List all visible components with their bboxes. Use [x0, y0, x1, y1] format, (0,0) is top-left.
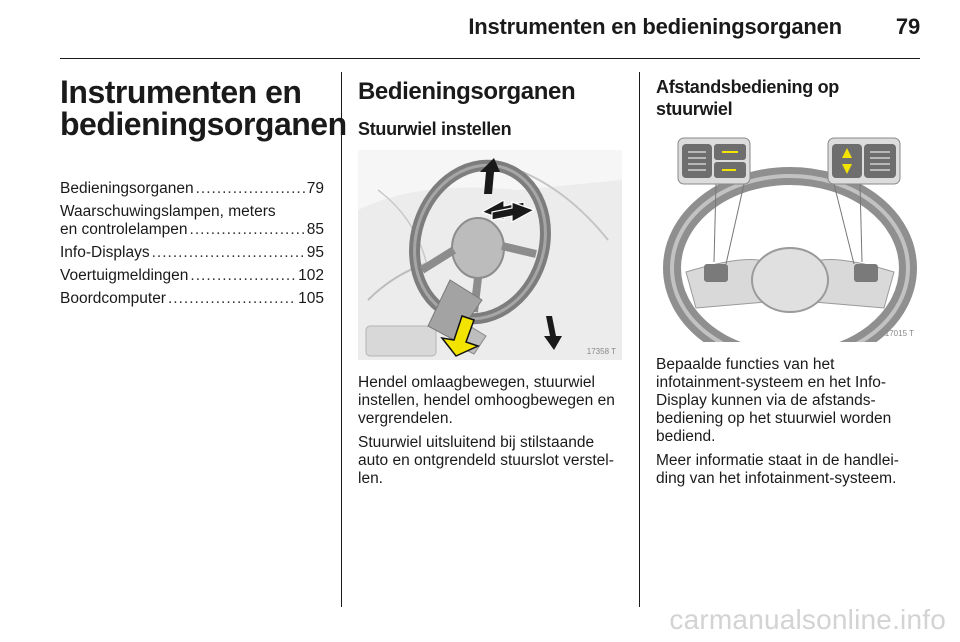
toc-label: en controlelampen	[60, 221, 188, 238]
header-rule	[60, 58, 920, 59]
column-divider-2	[639, 72, 640, 607]
toc-page: 95	[306, 244, 324, 261]
toc-entry-voertuigmeldingen[interactable]	[60, 267, 324, 285]
toc-leader	[190, 267, 296, 285]
paragraph: Meer informatie staat in de handlei-ding van het infotainment-systeem.	[656, 452, 899, 487]
paragraph: Hendel omlaagbewegen, stuurwiel instellen, hendel omhoogbewegen en vergrendelen.	[358, 374, 615, 427]
controls-column	[358, 76, 624, 494]
section-body	[358, 374, 624, 488]
toc-leader	[152, 244, 305, 262]
toc-label: Waarschuwingslampen, meters	[60, 203, 276, 220]
toc-entry-info-displays[interactable]	[60, 244, 324, 262]
steering-wheel-adjust-drawing	[358, 150, 622, 360]
page-number: 79	[895, 14, 920, 39]
steering-adjust-illustration	[358, 150, 622, 360]
toc-leader	[168, 290, 296, 308]
figure-code: 17358 T	[586, 347, 616, 356]
chapter-column	[60, 74, 347, 313]
column-divider-1	[341, 72, 342, 607]
toc-page: 102	[298, 267, 324, 284]
toc-entry-boordcomputer[interactable]	[60, 290, 324, 308]
subsection-title: Stuurwiel instellen	[358, 119, 512, 139]
toc-label: Voertuigmeldingen	[60, 267, 189, 284]
subsection-title-line: Afstandsbediening op	[656, 77, 840, 97]
figure-code: 17015 T	[884, 329, 914, 338]
toc-label: Info-Displays	[60, 244, 150, 261]
toc-label: Bedieningsorganen	[60, 180, 194, 197]
section-title: Bedieningsorganen	[358, 78, 576, 105]
toc-leader	[190, 221, 305, 239]
watermark: carmanualsonline.info	[669, 604, 946, 635]
toc-entry-waarschuwingslampen[interactable]	[60, 203, 324, 239]
paragraph: Bepaalde functies van het infotainment-systeem en het Info-Display kunnen via de afstands-bediening op het stuurwiel worden bediend.	[656, 356, 892, 445]
paragraph: Stuurwiel uitsluitend bij stilstaande auto en ontgrendeld stuurslot verstel-len.	[358, 434, 614, 487]
table-of-contents	[60, 180, 324, 308]
toc-label: Boordcomputer	[60, 290, 166, 307]
toc-page: 105	[298, 290, 324, 307]
chapter-title-line: bedieningsorganen	[60, 106, 347, 142]
steering-wheel-remote-drawing	[656, 132, 920, 342]
toc-entry-bedieningsorganen[interactable]	[60, 180, 324, 198]
steering-remote-illustration	[656, 132, 920, 342]
subsection-title	[656, 76, 922, 120]
toc-page: 79	[306, 180, 324, 197]
chapter-title	[60, 74, 347, 142]
remote-control-column	[656, 76, 922, 494]
toc-leader	[196, 180, 305, 198]
subsection-title-line: stuurwiel	[656, 99, 733, 119]
chapter-title-line: Instrumenten en	[60, 74, 302, 110]
running-title: Instrumenten en bedieningsorganen	[468, 14, 842, 39]
toc-page: 85	[306, 221, 324, 238]
running-header	[468, 14, 920, 40]
remote-body	[656, 356, 922, 488]
